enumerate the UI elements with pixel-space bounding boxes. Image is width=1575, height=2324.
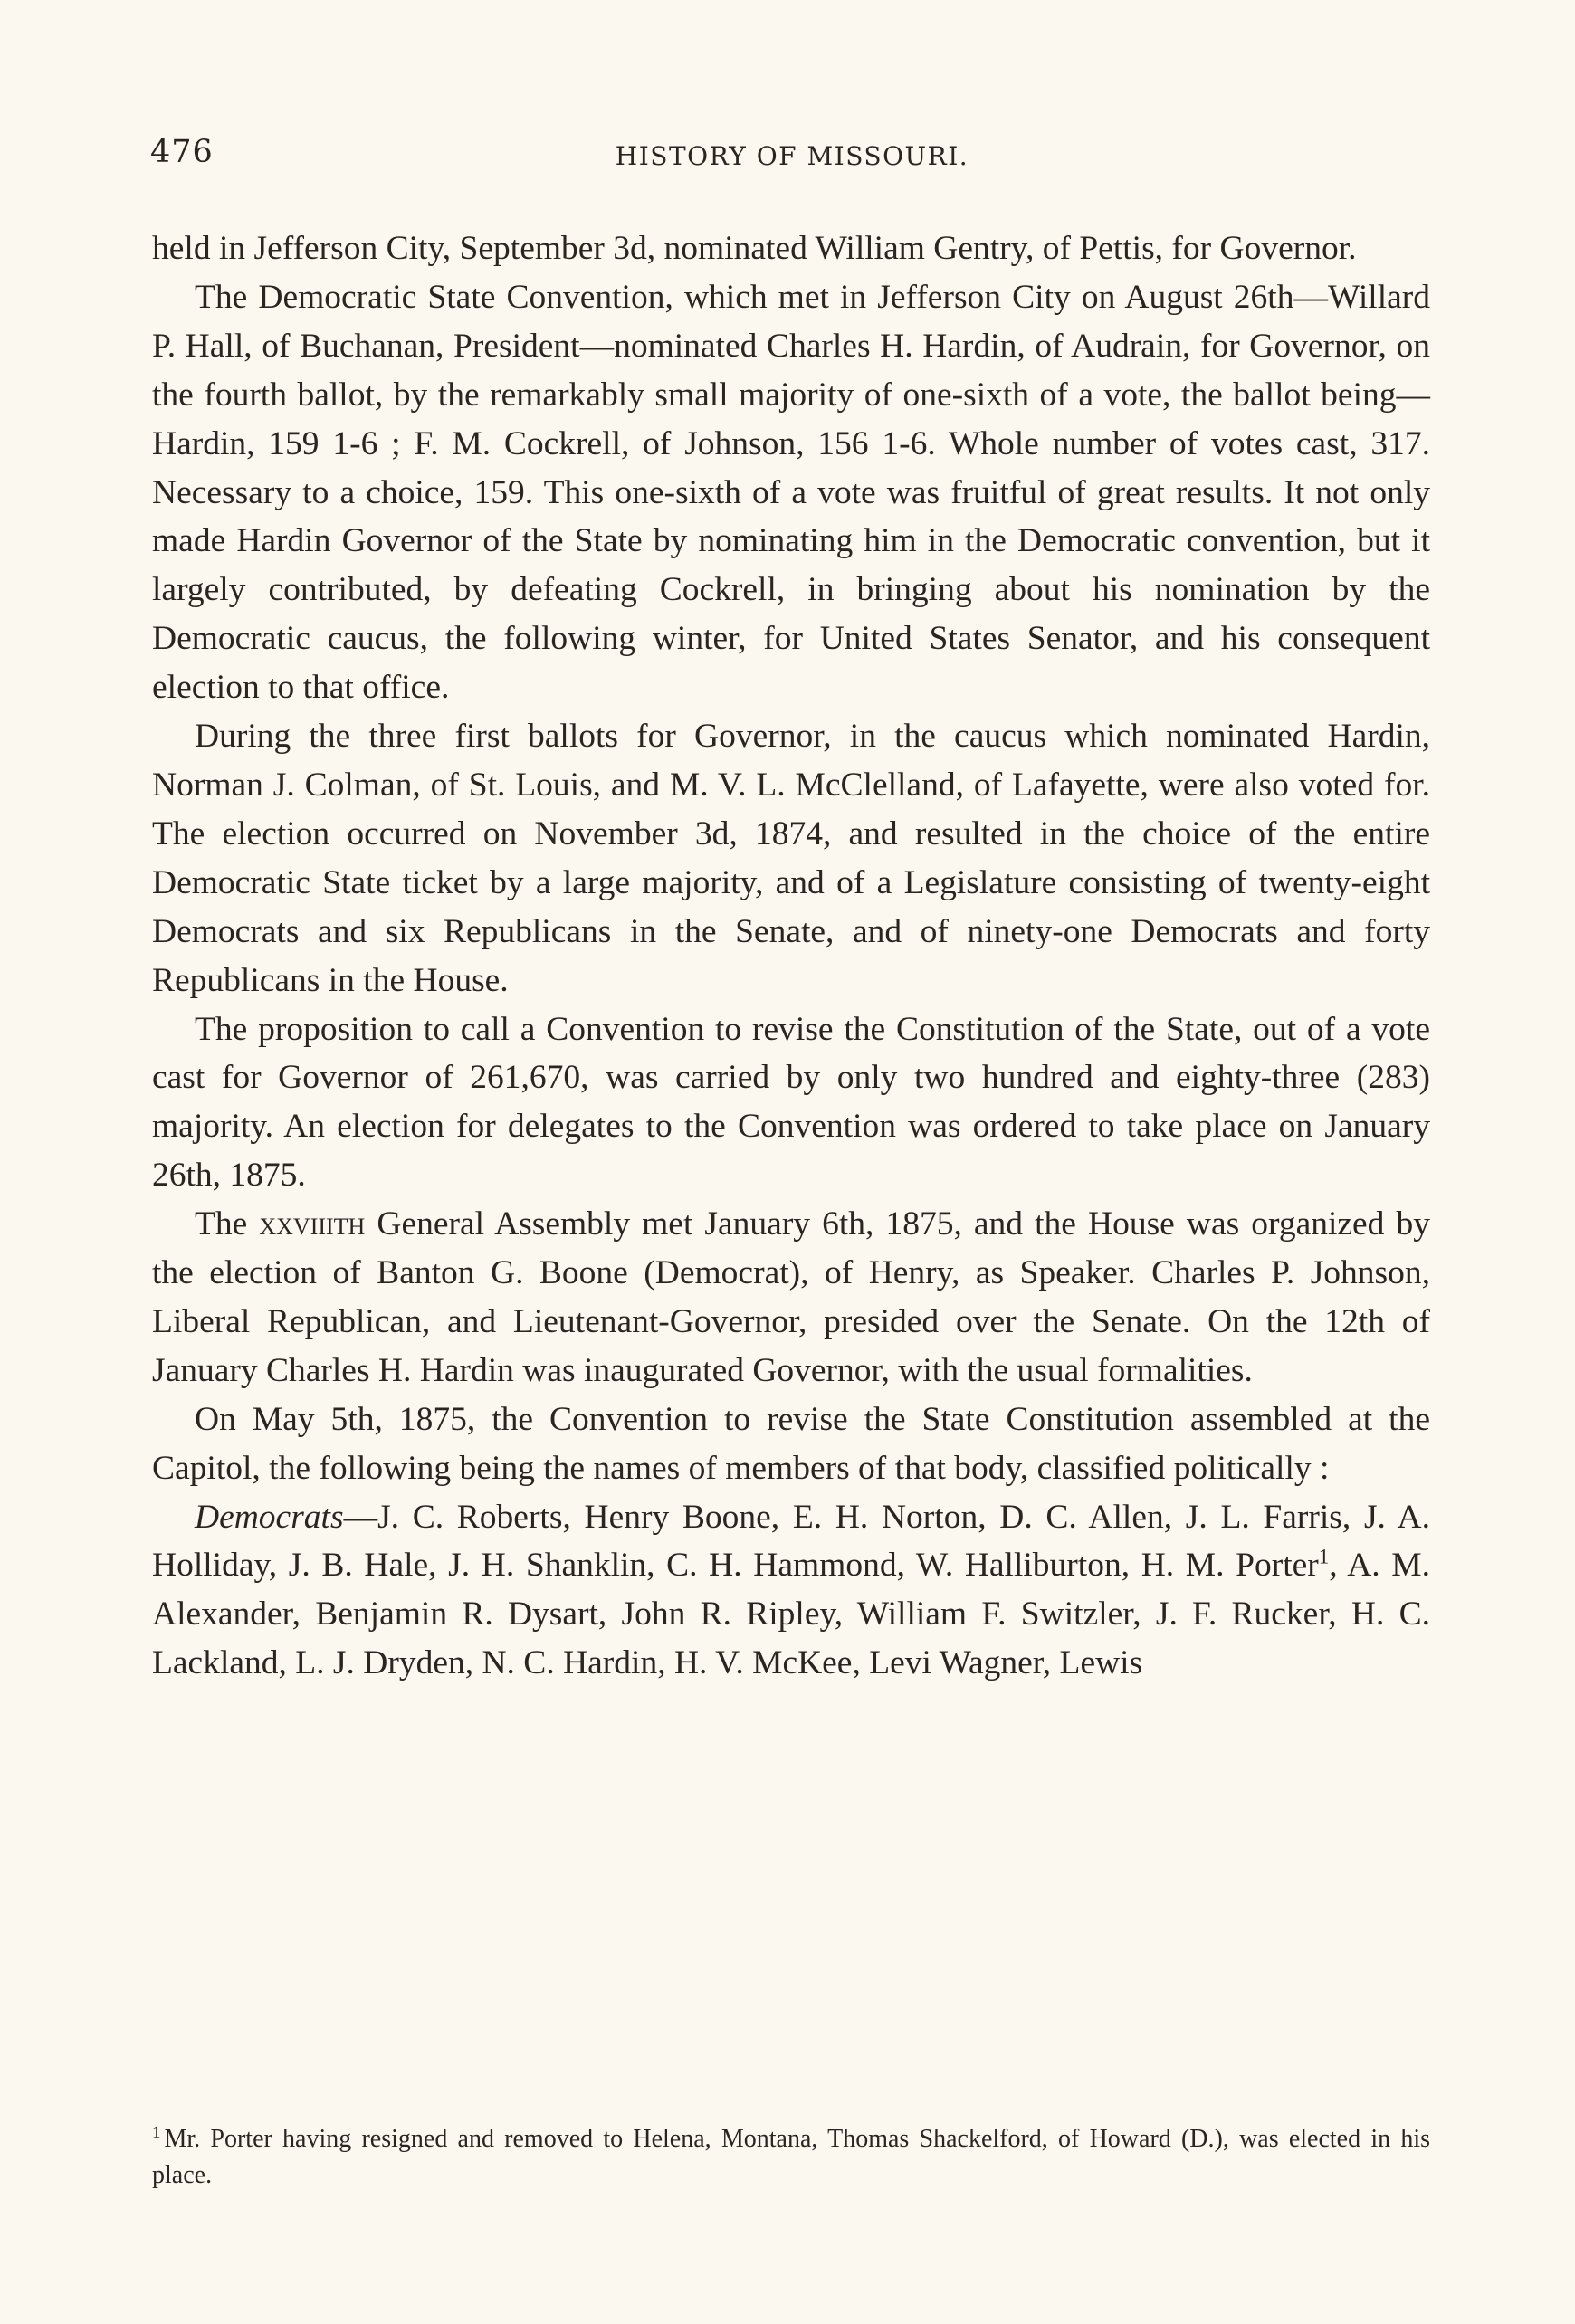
body-text bbox=[152, 224, 1430, 1688]
member-list-continued: , A. M. Alexander, Benjamin R. Dysart, John R. Ripley, William F. Switzler, J. F. Rucker, H. C. Lackland, L. J. Dryden, N. C. Hardin, H. V. McKee, Levi Wagner, Lewis bbox=[152, 1547, 1431, 1682]
footnote bbox=[152, 2121, 1430, 2194]
paragraph-fragment: General Assembly met January 6th, 1875, and the House was organized by the election of Banton G. Boone (Democrat), of Henry, as Speaker. Charles P. Johnson, Liberal Republican, and Lieutenant-Governor, presided over the Senate. On the 12th of January Charles H. Hardin was inaugurated Governor, with the usual formalities. bbox=[152, 1205, 1430, 1389]
paragraph-fragment: The bbox=[195, 1205, 260, 1243]
paragraph-constitution-proposition: The proposition to call a Convention to revise the Constitution of the State, out of a vote cast for Governor of 261,670, was carried by only two hundred and eighty-three (283) majority. An election for delegates to the Convention was ordered to take place on January 26th, 1875. bbox=[152, 1010, 1430, 1195]
member-list: —J. C. Roberts, Henry Boone, E. H. Norton, D. C. Allen, J. L. Farris, J. A. Holliday, J. B. Hale, J. H. Shanklin, C. H. Hammond, W. Halliburton, H. M. Porter bbox=[152, 1498, 1430, 1585]
paragraph-general-assembly bbox=[152, 1200, 1430, 1395]
paragraph-gentry-nomination: held in Jefferson City, September 3d, nominated William Gentry, of Pettis, for Governor. bbox=[152, 230, 1357, 267]
paragraph-democrat-members bbox=[152, 1493, 1430, 1689]
page-header bbox=[150, 134, 1434, 188]
running-title: HISTORY OF MISSOURI. bbox=[615, 141, 969, 171]
footnote-mark: 1 bbox=[152, 2122, 161, 2142]
party-label: Democrats bbox=[195, 1498, 344, 1536]
footnote-reference[interactable]: 1 bbox=[1318, 1545, 1330, 1568]
paragraph-democratic-convention: The Democratic State Convention, which met in Jefferson City on August 26th—Willard P. Hall, of Buchanan, President—nominated Charles H. Hardin, of Audrain, for Governor, on the fourth ballot, by the remarkably small majority of one-sixth of a vote, the ballot being—Hardin, 159 1-6 ; F. M. Cockrell, of Johnson, 156 1-6. Whole number of votes cast, 317. Necessary to a choice, 159. This one-sixth of a vote was fruitful of great results. It not only made Hardin Governor of the State by nominating him in the Democratic convention, but it largely contributed, by defeating Cockrell, in bringing about his nomination by the Democratic caucus, the following winter, for United States Senator, and his consequent election to that office. bbox=[152, 278, 1430, 707]
paragraph-caucus-ballots: During the three first ballots for Governor, in the caucus which nominated Hardin, Norman J. Colman, of St. Louis, and M. V. L. McClelland, of Lafayette, were also voted for. The election occurred on November 3d, 1874, and resulted in the choice of the entire Democratic State ticket by a large majority, and of a Legislature consisting of twenty-eight Democrats and six Republicans in the Senate, and of ninety-one Democrats and forty Republicans in the House. bbox=[152, 718, 1430, 999]
footnote-text: Mr. Porter having resigned and removed to Helena, Montana, Thomas Shackelford, of Howard (D.), was elected in his place. bbox=[152, 2125, 1430, 2189]
paragraph-constitutional-convention: On May 5th, 1875, the Convention to revise the State Constitution assembled at the Capitol, the following being the names of members of that body, classified politically : bbox=[152, 1400, 1430, 1487]
assembly-numeral: xxviiith bbox=[259, 1205, 366, 1243]
page-number: 476 bbox=[150, 134, 214, 170]
